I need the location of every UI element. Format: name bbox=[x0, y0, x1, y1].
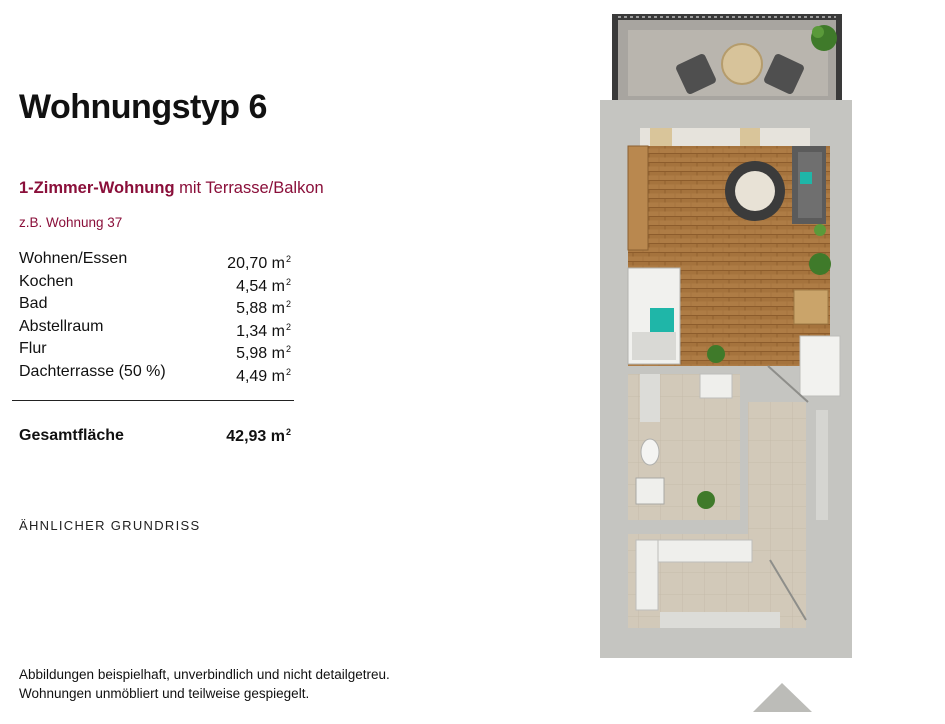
area-row bbox=[19, 316, 291, 339]
area-row bbox=[19, 248, 291, 271]
area-value: 4,54 $m^2$ bbox=[236, 276, 291, 295]
toilet bbox=[641, 439, 659, 465]
coffee-table bbox=[735, 171, 775, 211]
page-title: Wohnungstyp 6 bbox=[19, 88, 267, 126]
area-value: 20,70 $m^2$ bbox=[227, 254, 291, 272]
area-label: Abstellraum bbox=[19, 317, 104, 335]
apartment-type-label: 1-Zimmer-Wohnung bbox=[19, 179, 175, 197]
area-row bbox=[19, 271, 291, 294]
apartment-type bbox=[19, 179, 324, 198]
plant-icon bbox=[814, 224, 826, 236]
area-label: Bad bbox=[19, 295, 48, 312]
disclaimer-line: Wohnungen unmöbliert und teilweise gespiegelt. bbox=[19, 686, 310, 701]
area-value: 5,88 $m^2$ bbox=[236, 299, 291, 317]
kitchen-counter bbox=[800, 336, 840, 396]
area-value: 4,49 $m^2$ bbox=[236, 366, 291, 385]
dining-table bbox=[794, 290, 828, 324]
total-label: Gesamtfläche bbox=[19, 427, 124, 444]
floor-plan bbox=[596, 8, 866, 720]
similar-floorplan-label: ÄHNLICHER GRUNDRISS bbox=[19, 518, 201, 533]
area-label: Dachterrasse (50 %) bbox=[19, 362, 166, 380]
area-value: 5,98 $m^2$ bbox=[236, 344, 291, 362]
total-value: 42,93 $m^2$ bbox=[226, 427, 291, 445]
area-row bbox=[19, 361, 291, 384]
plant-icon bbox=[697, 491, 715, 509]
entrance-arrow-icon bbox=[753, 683, 812, 712]
plant-icon bbox=[809, 253, 831, 275]
disclaimer-line: Abbildungen beispielhaft, unverbindlich und nicht detailgetreu. bbox=[19, 667, 390, 682]
terrace-table bbox=[722, 44, 762, 84]
area-label: Wohnen/Essen bbox=[19, 250, 128, 267]
apartment-type-extra: mit Terrasse/Balkon bbox=[174, 179, 324, 197]
area-row bbox=[19, 293, 291, 316]
area-label: Flur bbox=[19, 340, 47, 357]
divider bbox=[12, 400, 294, 401]
disclaimer bbox=[19, 665, 390, 703]
sink bbox=[636, 478, 664, 504]
area-label: Kochen bbox=[19, 272, 74, 290]
total-area bbox=[19, 427, 291, 446]
plant-icon bbox=[707, 345, 725, 363]
example-unit: z.B. Wohnung 37 bbox=[19, 215, 123, 230]
terrace bbox=[612, 14, 842, 100]
area-row bbox=[19, 338, 291, 361]
area-value: 1,34 $m^2$ bbox=[236, 321, 291, 340]
area-list bbox=[19, 248, 291, 383]
